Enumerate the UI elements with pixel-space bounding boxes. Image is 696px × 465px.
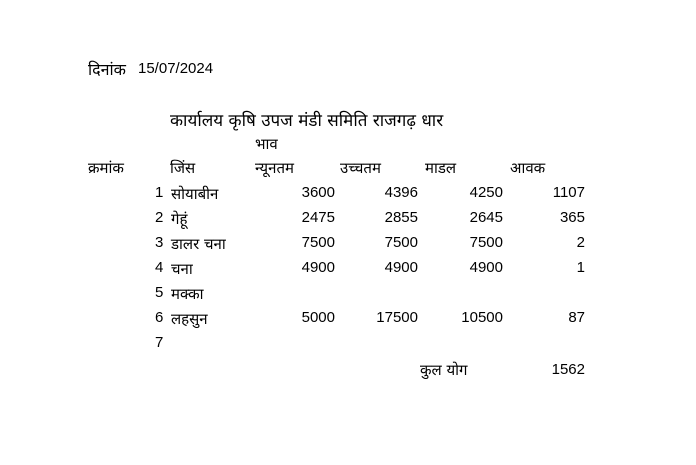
row-min: 5000	[301, 309, 335, 326]
table-row	[0, 209, 696, 233]
total-value: 1562	[551, 361, 585, 378]
row-max: 2855	[384, 209, 418, 226]
row-arrival: 365	[559, 209, 585, 226]
row-crop: मक्का	[171, 285, 204, 303]
row-serial: 1	[155, 184, 164, 201]
table-row	[0, 259, 696, 283]
row-arrival: 87	[568, 309, 585, 326]
row-max: 4396	[384, 184, 418, 201]
row-crop: गेहूं	[171, 210, 188, 228]
row-arrival: 2	[576, 234, 585, 251]
row-min: 4900	[301, 259, 335, 276]
row-model: 10500	[461, 309, 503, 326]
table-row	[0, 309, 696, 333]
row-min: 3600	[301, 184, 335, 201]
row-arrival: 1107	[552, 184, 585, 201]
row-max: 7500	[384, 234, 418, 251]
date-value: 15/07/2024	[138, 60, 214, 77]
row-model: 7500	[469, 234, 503, 251]
row-crop: लहसुन	[171, 310, 208, 328]
row-crop: डालर चना	[171, 235, 226, 253]
row-model: 4900	[469, 259, 503, 276]
header-arrival: आवक	[510, 159, 546, 177]
row-max: 4900	[384, 259, 418, 276]
row-serial: 3	[155, 234, 164, 251]
row-model: 4250	[469, 184, 503, 201]
table-row	[0, 234, 696, 258]
total-label: कुल योग	[420, 361, 468, 379]
row-min: 2475	[301, 209, 335, 226]
header-min: न्यूनतम	[255, 159, 294, 177]
row-min: 7500	[301, 234, 335, 251]
row-crop: चना	[171, 260, 193, 278]
row-serial: 4	[155, 259, 164, 276]
row-arrival: 1	[576, 259, 585, 276]
table-row	[0, 284, 696, 308]
header-serial: क्रमांक	[88, 159, 124, 177]
row-serial: 7	[155, 334, 164, 351]
row-crop: सोयाबीन	[171, 185, 219, 203]
row-model: 2645	[469, 209, 503, 226]
table-row	[0, 184, 696, 208]
table-row	[0, 334, 696, 358]
row-serial: 2	[155, 209, 164, 226]
row-serial: 5	[155, 284, 164, 301]
row-serial: 6	[155, 309, 164, 326]
header-max: उच्चतम	[340, 159, 381, 177]
row-max: 17500	[376, 309, 418, 326]
price-group-label: भाव	[255, 135, 278, 153]
date-label: दिनांक	[88, 60, 126, 79]
page-title: कार्यालय कृषि उपज मंडी समिति राजगढ़ धार	[170, 111, 444, 131]
header-model: माडल	[425, 159, 457, 177]
header-crop: जिंस	[170, 159, 196, 177]
